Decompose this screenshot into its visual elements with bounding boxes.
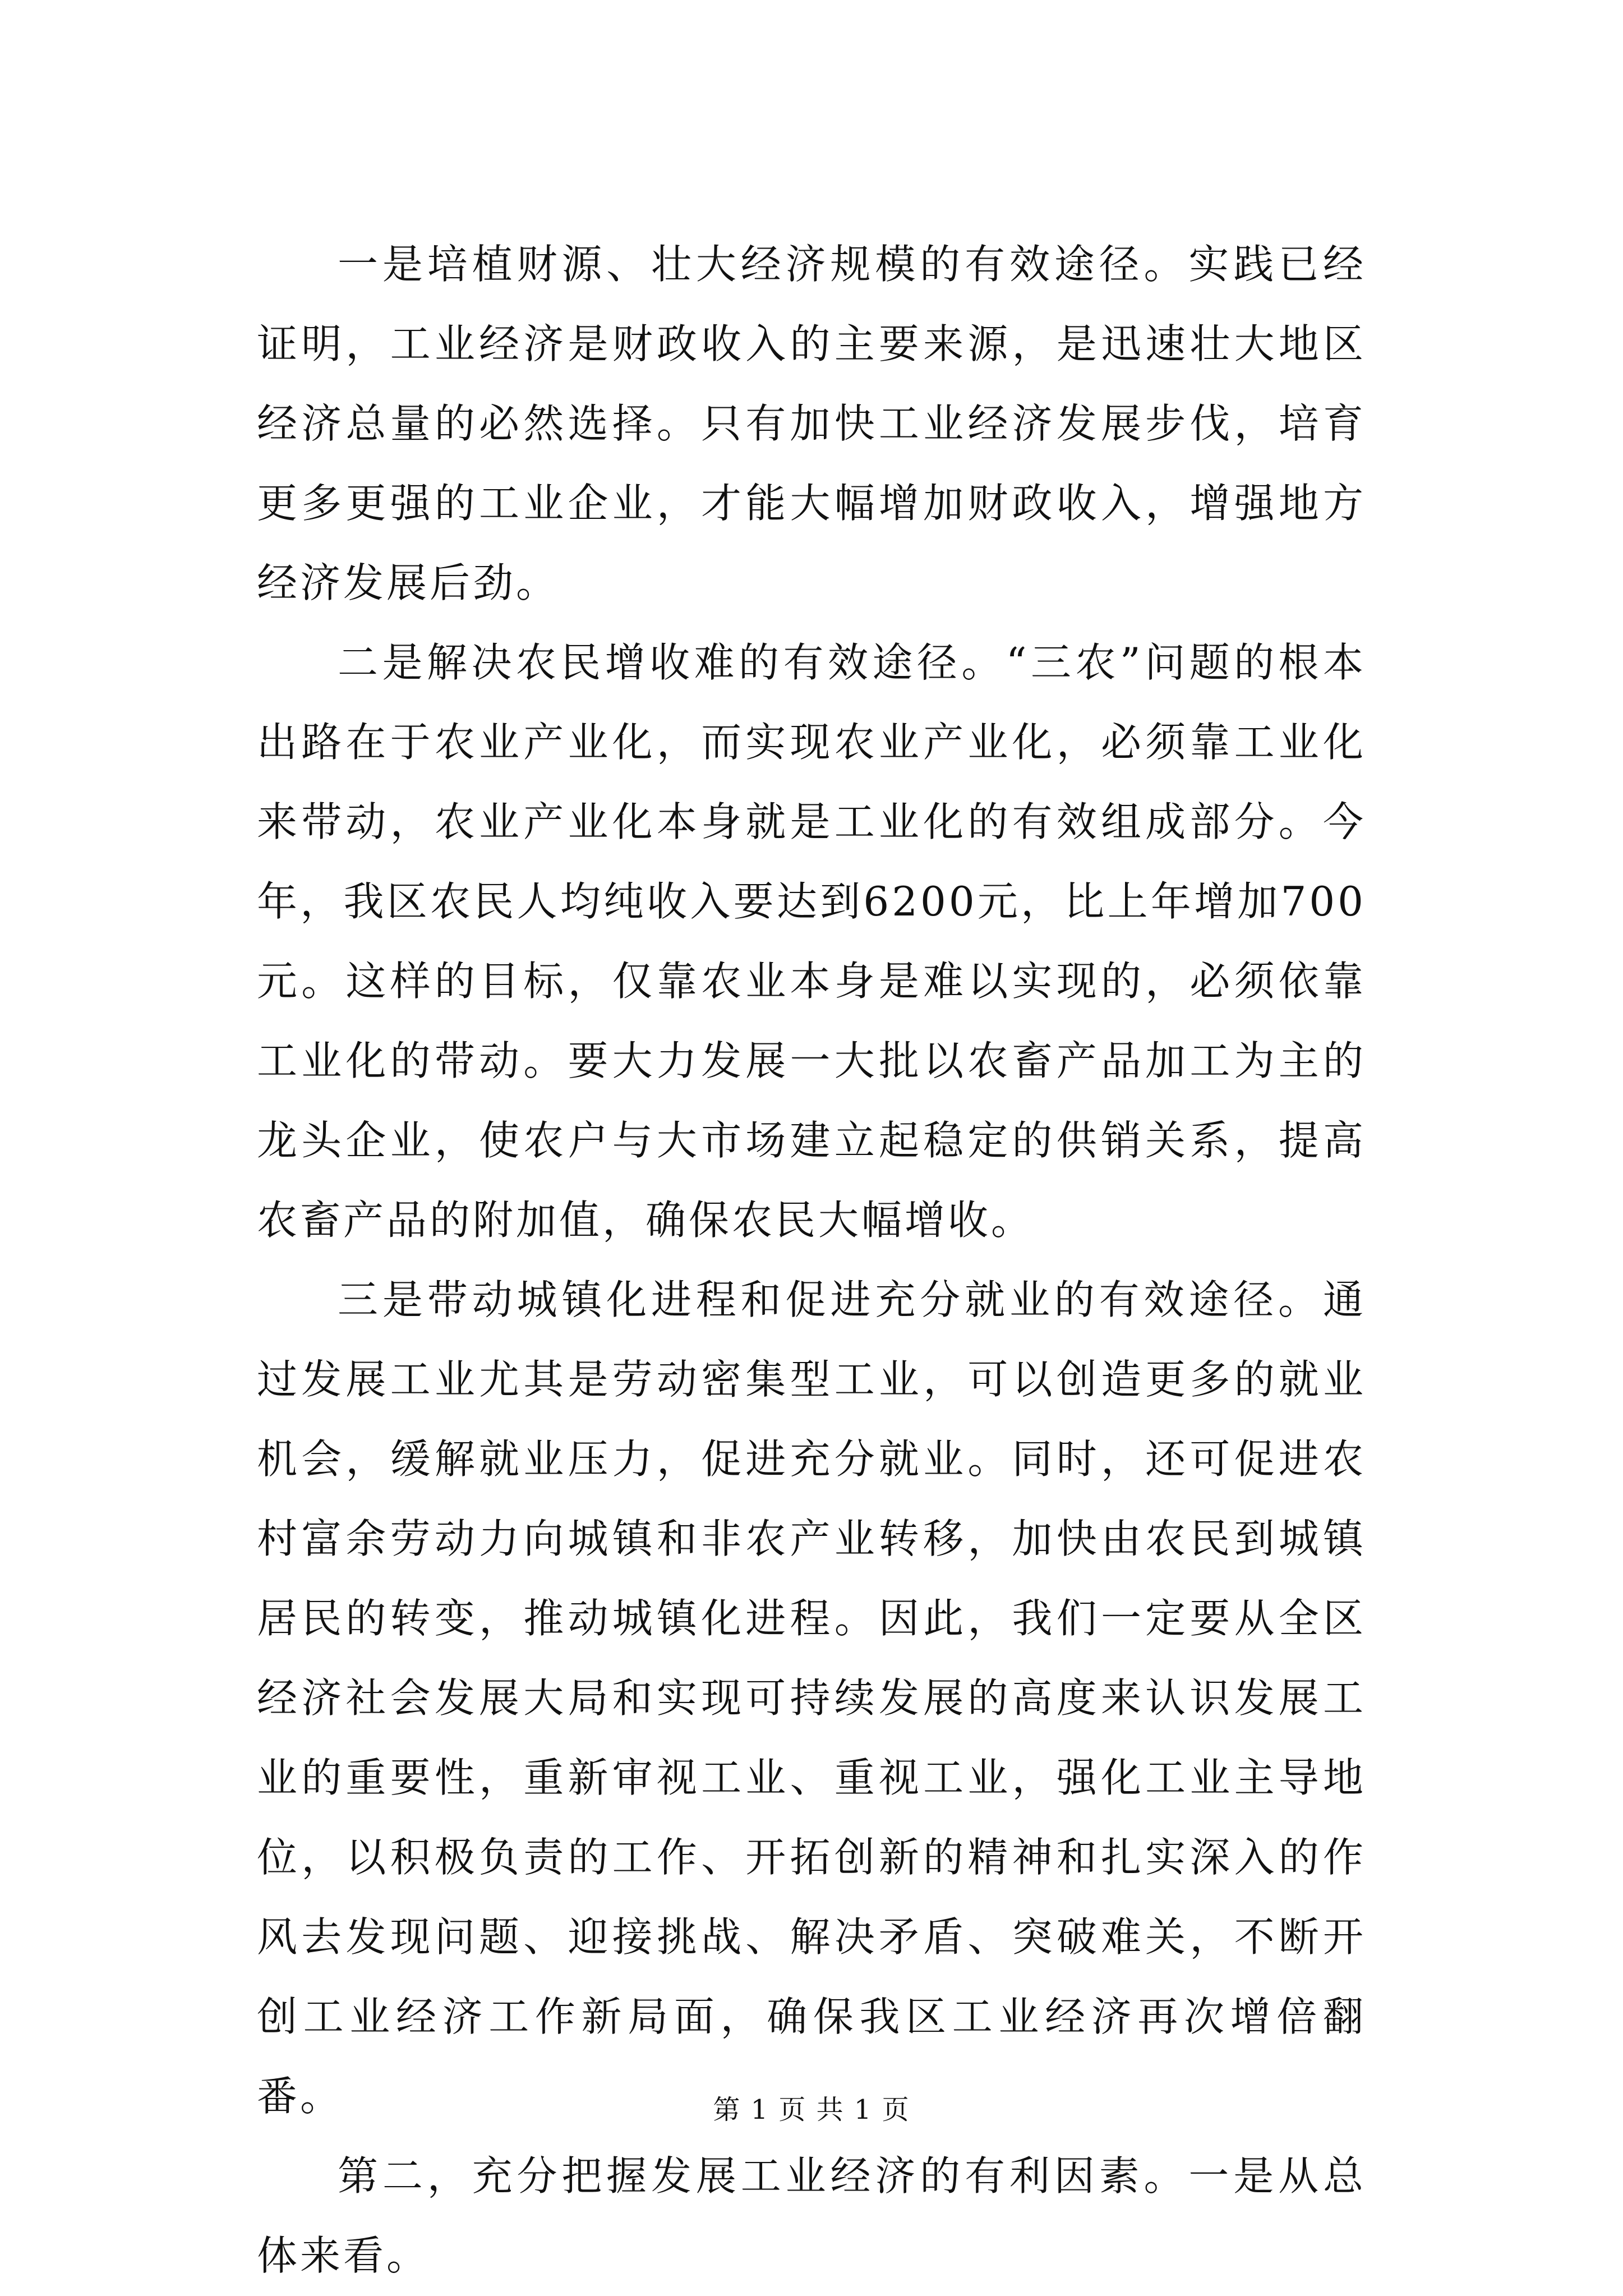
paragraph-4: 第二，充分把握发展工业经济的有利因素。一是从总体来看。 xyxy=(257,2152,1366,2279)
paragraph-1: 一是培植财源、壮大经济规模的有效途径。实践已经证明，工业经济是财政收入的主要来源，是迅速壮大地区经济总量的必然选择。只有加快工业经济发展步伐，培育更多更强的工业企业，才能大幅增加财政收入，增强地方经济发展后劲。 xyxy=(257,241,1366,606)
paragraph-2: 二是解决农民增收难的有效途径。“三农”问题的根本出路在于农业产业化，而实现农业产业化，必须靠工业化来带动，农业产业化本身就是工业化的有效组成部分。今年，我区农民人均纯收入要达到6200元，比上年增加700元。这样的目标，仅靠农业本身是难以实现的，必须依靠工业化的带动。要大力发展一大批以农畜产品加工为主的龙头企业，使农户与大市场建立起稳定的供销关系，提高农畜产品的附加值，确保农民大幅增收。 xyxy=(257,639,1366,1244)
paragraph-3: 三是带动城镇化进程和促进充分就业的有效途径。通过发展工业尤其是劳动密集型工业，可以创造更多的就业机会，缓解就业压力，促进充分就业。同时，还可促进农村富余劳动力向城镇和非农产业转移，加快由农民到城镇居民的转变，推动城镇化进程。因此，我们一定要从全区经济社会发展大局和实现可持续发展的高度来认识发展工业的重要性，重新审视工业、重视工业，强化工业主导地位，以积极负责的工作、开拓创新的精神和扎实深入的作风去发现问题、迎接挑战、解决矛盾、突破难关，不断开创工业经济工作新局面，确保我区工业经济再次增倍翻番。 xyxy=(257,1276,1366,2120)
page-footer: 第 1 页 共 1 页 xyxy=(713,2094,910,2125)
document-body xyxy=(257,224,1366,2295)
